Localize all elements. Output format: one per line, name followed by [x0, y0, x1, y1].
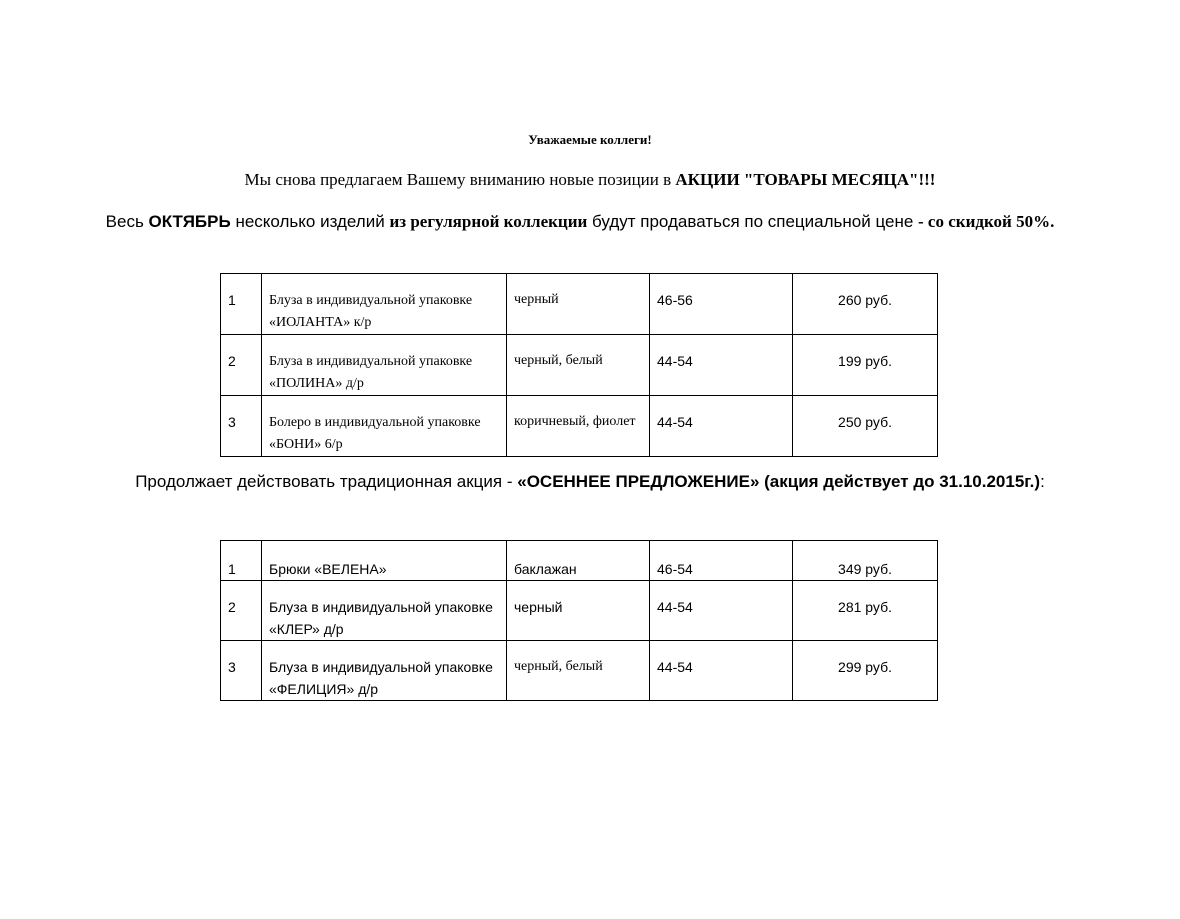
october-text-2: несколько изделий: [230, 212, 390, 231]
autumn-colon: :: [1040, 472, 1045, 491]
product-name: Блуза в индивидуальной упаковке «КЛЕР» д/р: [262, 581, 507, 641]
table-row: [221, 581, 938, 641]
intro-text: Мы снова предлагаем Вашему вниманию новые позиции в: [244, 170, 676, 189]
row-number: 2: [221, 581, 262, 641]
product-name: Брюки «ВЕЛЕНА»: [262, 541, 507, 581]
autumn-text: Продолжает действовать традиционная акция -: [135, 472, 518, 491]
october-text-1: Весь: [105, 212, 149, 231]
autumn-promo-name: «ОСЕННЕЕ ПРЕДЛОЖЕНИЕ» (акция действует до 31.10.2015г.): [517, 472, 1041, 491]
row-number: 2: [221, 335, 262, 396]
product-price: 281 руб.: [793, 581, 938, 641]
october-offers-table: [220, 273, 938, 457]
product-price: 349 руб.: [793, 541, 938, 581]
product-color: черный, белый: [507, 641, 650, 701]
october-paragraph: [0, 212, 1170, 232]
product-price: 299 руб.: [793, 641, 938, 701]
product-size: 44-54: [650, 581, 793, 641]
autumn-paragraph: [0, 472, 1180, 492]
intro-promo-name: АКЦИИ "ТОВАРЫ МЕСЯЦА"!!!: [675, 170, 936, 189]
product-price: 199 руб.: [793, 335, 938, 396]
october-discount: - со скидкой 50%.: [918, 212, 1055, 231]
product-size: 44-54: [650, 396, 793, 457]
product-size: 46-56: [650, 274, 793, 335]
october-text-3: будут продаваться по специальной цене: [587, 212, 919, 231]
product-color: коричневый, фиолет: [507, 396, 650, 457]
october-collection: из регулярной коллекции: [389, 212, 588, 231]
product-size: 44-54: [650, 641, 793, 701]
product-size: 46-54: [650, 541, 793, 581]
table-row: [221, 274, 938, 335]
product-name: Болеро в индивидуальной упаковке «БОНИ» 6/р: [262, 396, 507, 457]
product-size: 44-54: [650, 335, 793, 396]
product-price: 250 руб.: [793, 396, 938, 457]
row-number: 1: [221, 541, 262, 581]
intro-paragraph: [0, 170, 1180, 190]
product-color: черный: [507, 581, 650, 641]
greeting-heading: Уважаемые коллеги!: [528, 132, 652, 147]
table-row: [221, 641, 938, 701]
product-color: баклажан: [507, 541, 650, 581]
product-price: 260 руб.: [793, 274, 938, 335]
table-row: [221, 541, 938, 581]
october-month: ОКТЯБРЬ: [148, 212, 231, 231]
autumn-offers-table: [220, 540, 938, 701]
row-number: 3: [221, 641, 262, 701]
row-number: 1: [221, 274, 262, 335]
product-color: черный, белый: [507, 335, 650, 396]
table-row: [221, 396, 938, 457]
table-row: [221, 335, 938, 396]
product-color: черный: [507, 274, 650, 335]
product-name: Блуза в индивидуальной упаковке «ФЕЛИЦИЯ» д/р: [262, 641, 507, 701]
row-number: 3: [221, 396, 262, 457]
product-name: Блуза в индивидуальной упаковке «ПОЛИНА» д/р: [262, 335, 507, 396]
product-name: Блуза в индивидуальной упаковке «ИОЛАНТА» к/р: [262, 274, 507, 335]
